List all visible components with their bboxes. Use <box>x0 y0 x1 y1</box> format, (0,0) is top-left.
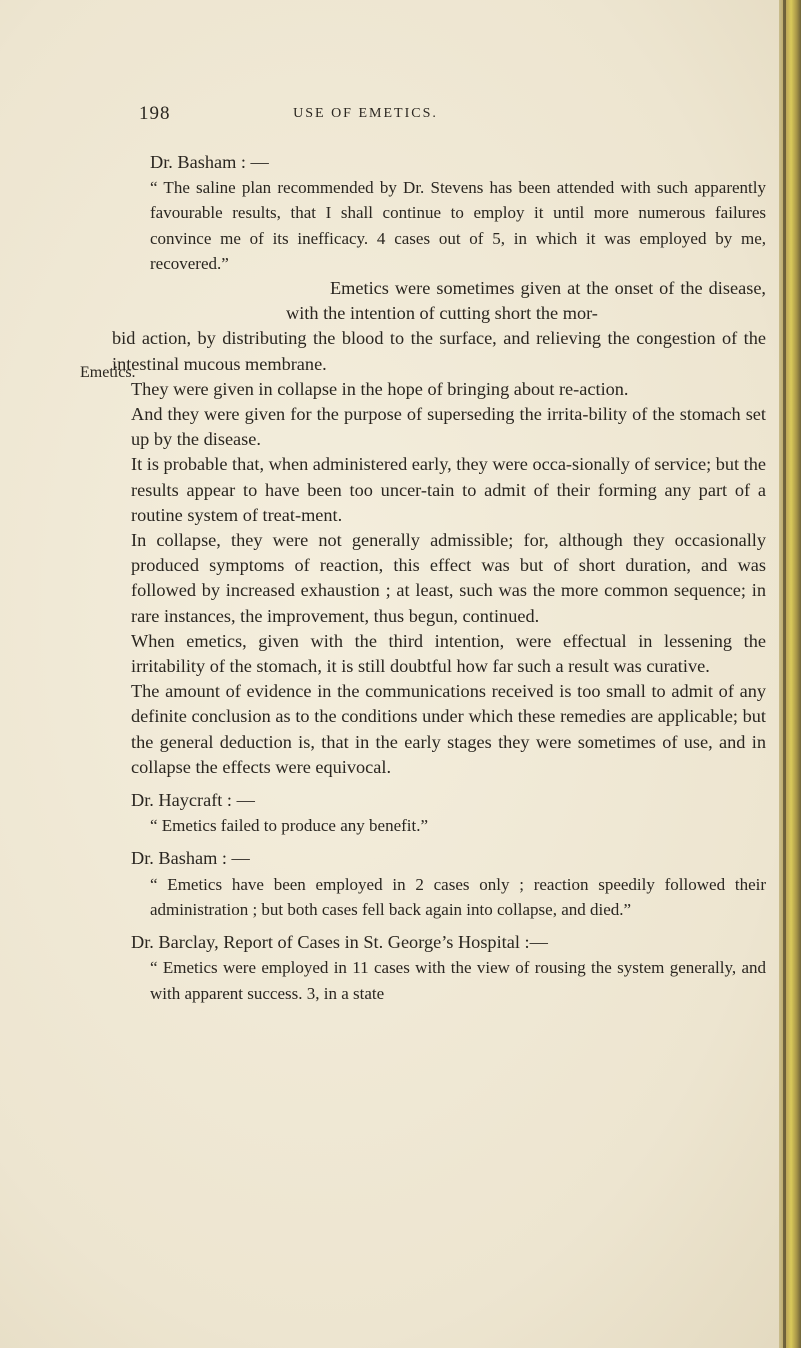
speaker-haycraft: Dr. Haycraft : — <box>131 790 255 811</box>
body-text <box>112 150 766 1006</box>
quote-haycraft: “ Emetics failed to produce any benefit.” <box>150 816 429 836</box>
paragraph-third-intention: When emetics, given with the third intention, were effectual in lessening the irritability of the stomach, it is still doubtful how far such a result was curative. <box>131 630 766 677</box>
page-header <box>0 103 801 131</box>
quote-basham-1: “ The saline plan recommended by Dr. Stevens has been attended with such apparently favourable results, that I shall continue to employ it until more numerous failures convince me of its inefficacy. 4 cases out of 5, in which it was employed by me, recovered.” <box>150 178 766 273</box>
margin-note-emetics-label: Emetics. <box>80 364 136 381</box>
paragraph-emetics-first-line: Emetics were sometimes given at the onset of the disease, with the intention of cutting short the mor- <box>286 278 766 324</box>
page-number: 198 <box>139 103 171 124</box>
page-binding-edge <box>779 0 801 1348</box>
paragraph-irritability: And they were given for the purpose of superseding the irrita-bility of the stomach set up by the disease. <box>131 404 766 450</box>
paragraph-probable: It is probable that, when administered early, they were occa-sionally of service; but the results appear to have been too uncer-tain to admit of their forming any part of a routine system of treat-ment. <box>131 454 766 525</box>
paragraph-evidence: The amount of evidence in the communications received is too small to admit of any definite conclusion as to the conditions under which these remedies are applicable; but the general deduction is, that in the early stages they were sometimes of use, and in collapse the effects were equivocal. <box>131 681 766 777</box>
quote-basham-2: “ Emetics have been employed in 2 cases only ; reaction speedily followed their administration ; but both cases fell back again into collapse, and died.” <box>150 874 766 919</box>
speaker-barclay: Dr. Barclay, Report of Cases in St. George’s Hospital :— <box>131 932 548 953</box>
paragraph-emetics-intro <box>112 276 766 377</box>
running-head: USE OF EMETICS. <box>293 106 438 121</box>
quote-barclay: “ Emetics were employed in 11 cases with the view of rousing the system generally, and with apparent success. 3, in a state <box>150 958 766 1003</box>
speaker-basham-2: Dr. Basham : — <box>131 848 250 869</box>
paragraph-collapse: They were given in collapse in the hope of bringing about re-action. <box>131 378 629 399</box>
speaker-basham-1: Dr. Basham : — <box>150 152 269 172</box>
paragraph-in-collapse: In collapse, they were not generally admissible; for, although they occasionally produced symptoms of reaction, this effect was but of short duration, and was followed by increased exhaustion ; at least, such was the more common sequence; in rare instances, the improvement, thus begun, continued. <box>131 530 766 626</box>
paragraph-emetics-rest: bid action, by distributing the blood to the surface, and relieving the congestion of the intestinal mucous membrane. <box>112 328 766 374</box>
